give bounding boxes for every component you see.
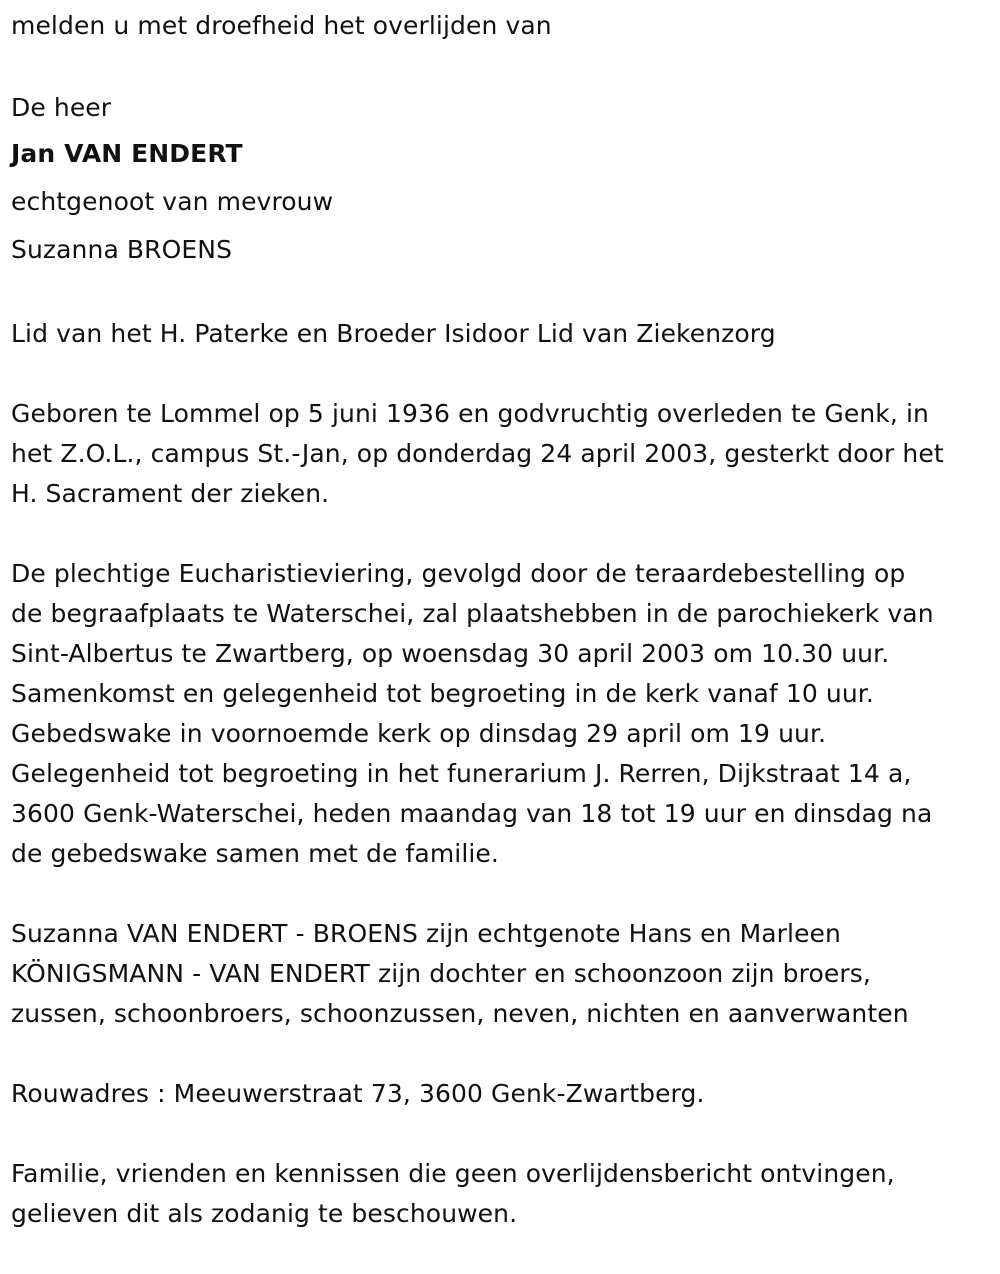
spouse-name: Suzanna BROENS (11, 235, 233, 264)
ceremony-line: de begraafplaats te Waterschei, zal plaatshebben in de parochiekerk van (11, 599, 934, 628)
ceremony-line: de gebedswake samen met de familie. (11, 839, 499, 868)
birth-death-paragraph (11, 394, 993, 514)
intro-text: melden u met droefheid het overlijden van (11, 11, 552, 40)
birth-death-line: H. Sacrament der zieken. (11, 479, 330, 508)
spouse-line: echtgenoot van mevrouw (11, 187, 334, 216)
membership-text: Lid van het H. Paterke en Broeder Isidoor Lid van Ziekenzorg (11, 319, 776, 348)
obituary-document (11, 6, 993, 1274)
ceremony-line: 3600 Genk-Waterschei, heden maandag van 18 tot 19 uur en dinsdag na (11, 799, 933, 828)
closing-paragraph (11, 1154, 993, 1234)
family-line: zussen, schoonbroers, schoonzussen, neven, nichten en aanverwanten (11, 999, 909, 1028)
deceased-block (11, 86, 993, 274)
ceremony-line: De plechtige Eucharistieviering, gevolgd door de teraardebestelling op (11, 559, 906, 588)
family-paragraph (11, 914, 993, 1034)
closing-line: Familie, vrienden en kennissen die geen overlijdensbericht ontvingen, (11, 1159, 895, 1188)
closing-line: gelieven dit als zodanig te beschouwen. (11, 1199, 518, 1228)
membership-paragraph (11, 314, 993, 354)
family-line: Suzanna VAN ENDERT - BROENS zijn echtgenote Hans en Marleen (11, 919, 841, 948)
mourning-address: Rouwadres : Meeuwerstraat 73, 3600 Genk-Zwartberg. (11, 1079, 705, 1108)
family-line: KÖNIGSMANN - VAN ENDERT zijn dochter en schoonzoon zijn broers, (11, 959, 871, 988)
birth-death-line: Geboren te Lommel op 5 juni 1936 en godvruchtig overleden te Genk, in (11, 399, 929, 428)
ceremony-line: Sint-Albertus te Zwartberg, op woensdag 30 april 2003 om 10.30 uur. (11, 639, 890, 668)
deceased-name: Jan VAN ENDERT (11, 139, 243, 168)
ceremony-line: Gelegenheid tot begroeting in het funerarium J. Rerren, Dijkstraat 14 a, (11, 759, 912, 788)
deceased-title: De heer (11, 93, 112, 122)
ceremony-line: Gebedswake in voornoemde kerk op dinsdag 29 april om 19 uur. (11, 719, 827, 748)
ceremony-line: Samenkomst en gelegenheid tot begroeting in de kerk vanaf 10 uur. (11, 679, 874, 708)
intro-paragraph (11, 6, 993, 46)
ceremony-paragraph (11, 554, 993, 874)
birth-death-line: het Z.O.L., campus St.-Jan, op donderdag 24 april 2003, gesterkt door het (11, 439, 944, 468)
address-paragraph (11, 1074, 993, 1114)
